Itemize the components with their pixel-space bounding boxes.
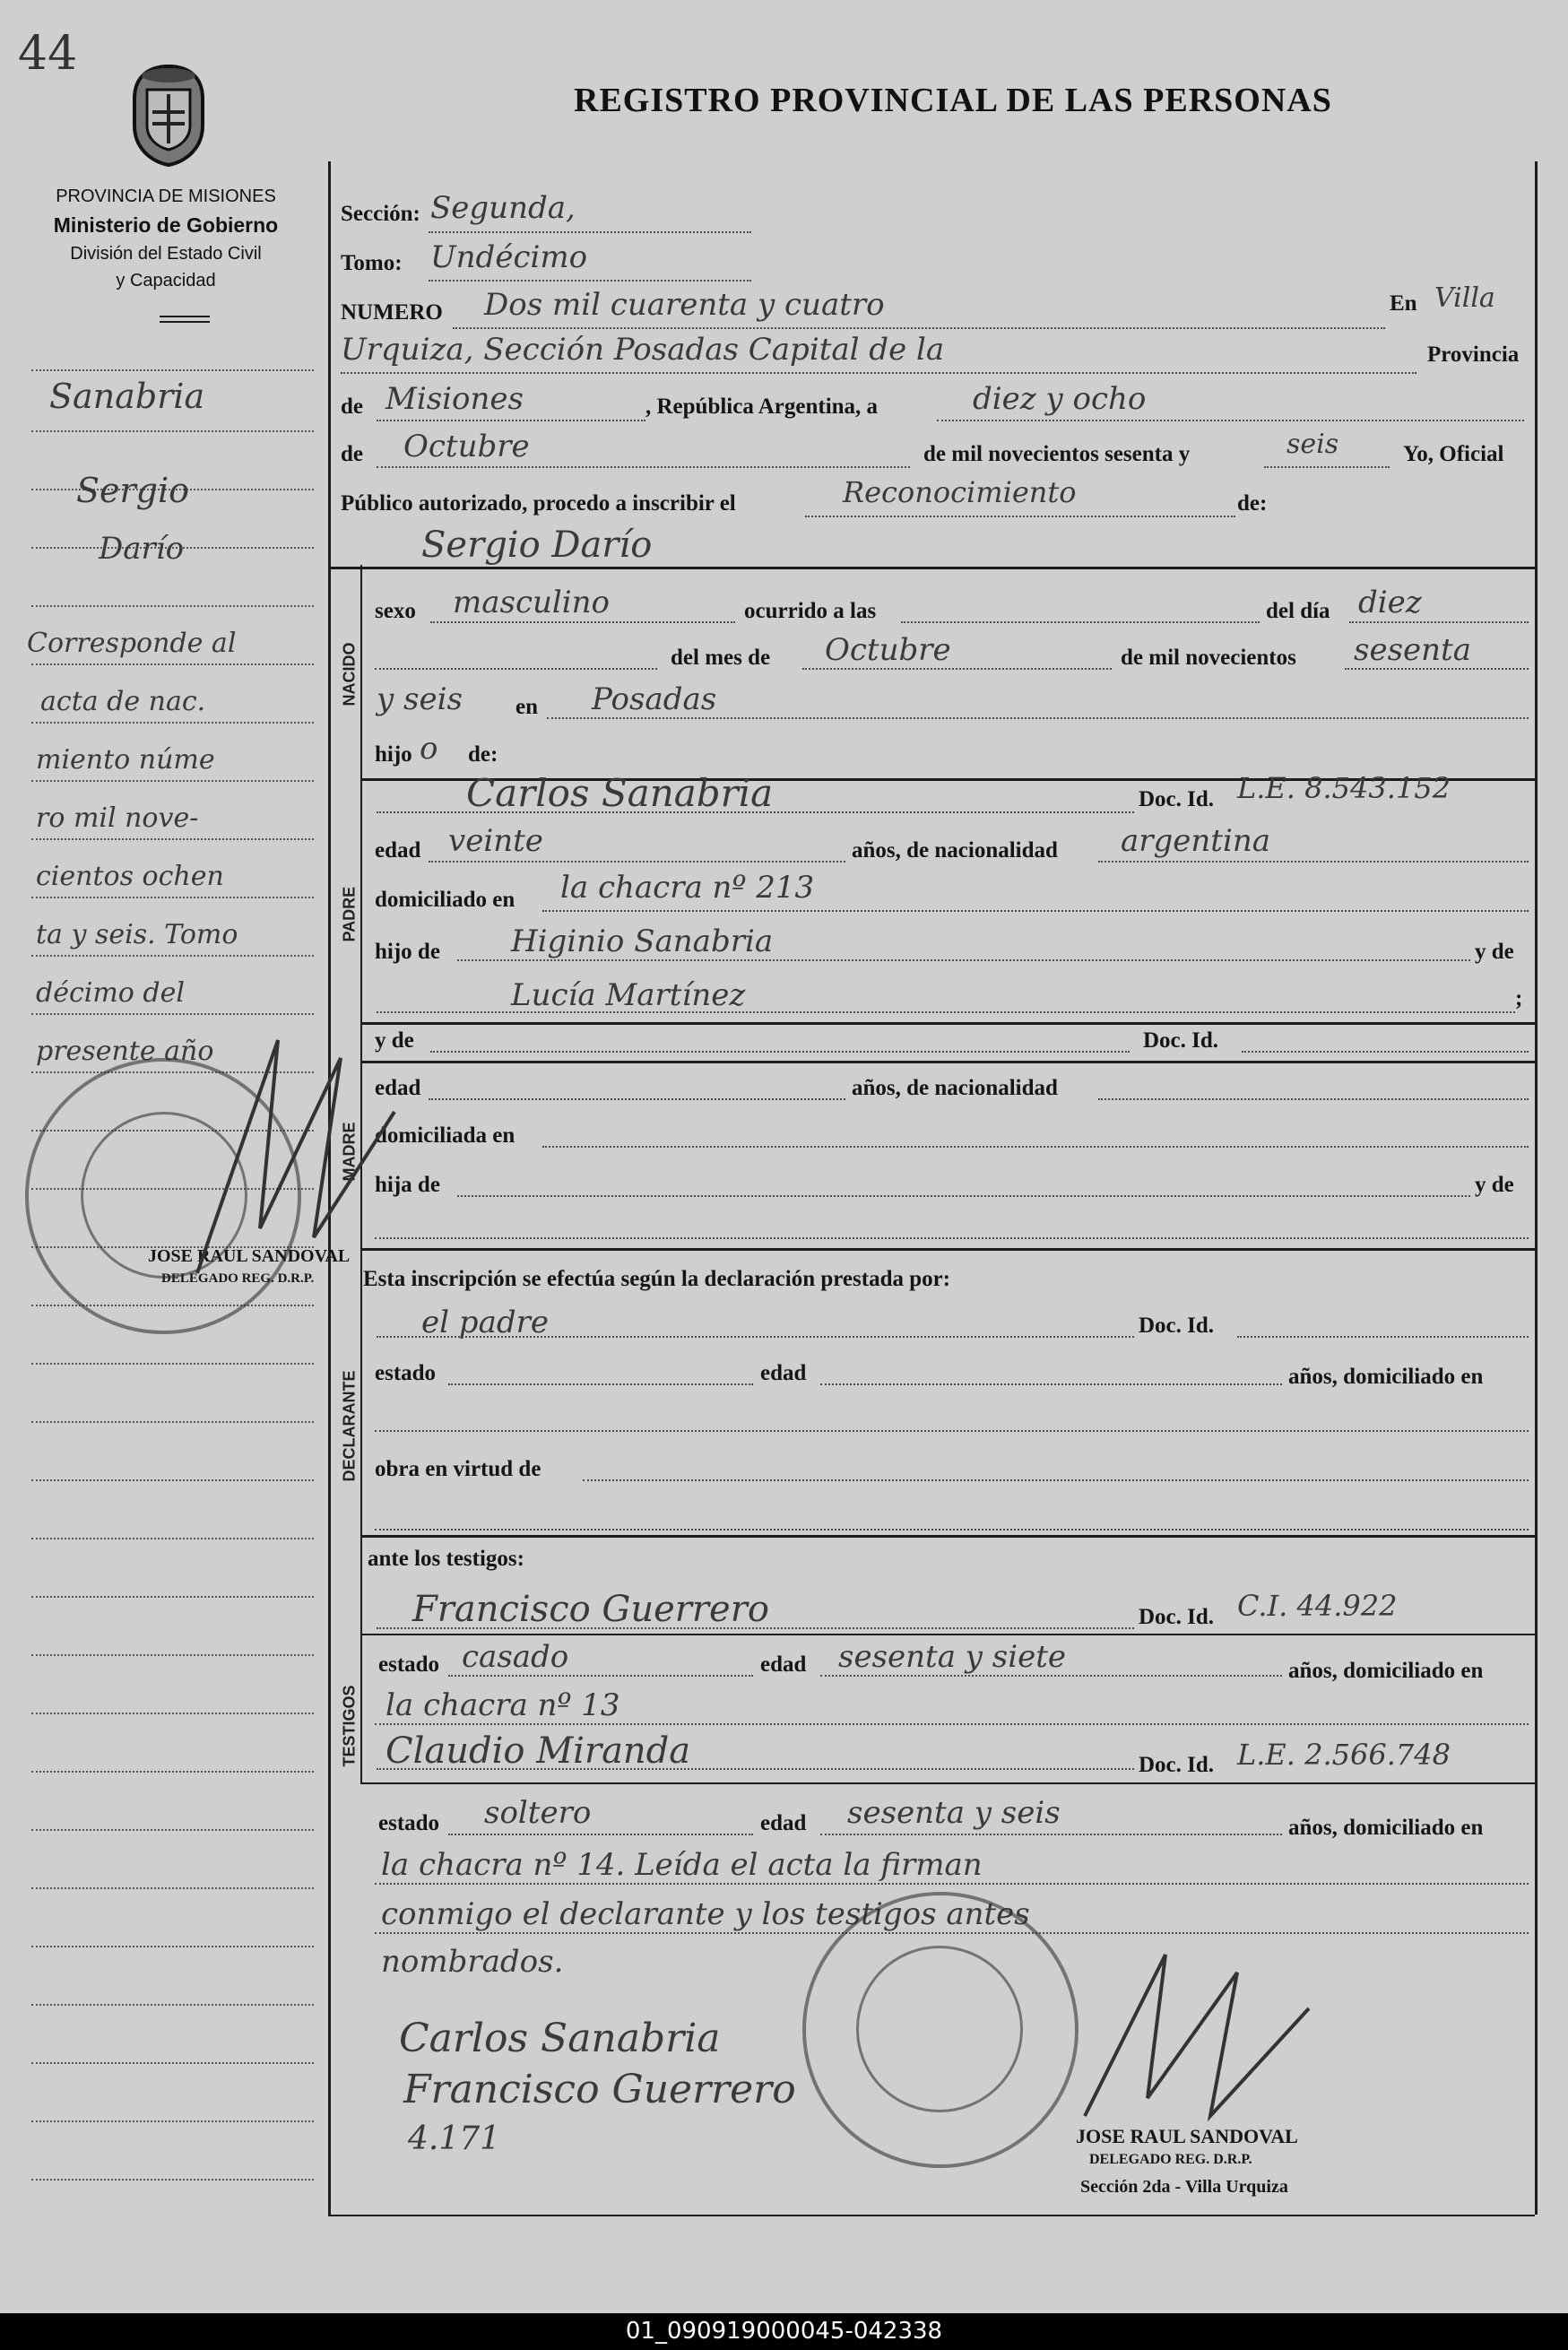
margin-note: Darío <box>99 531 185 567</box>
field-line <box>377 1627 1134 1629</box>
margin-line <box>31 369 314 371</box>
label-edad-testigo2: edad <box>760 1811 807 1835</box>
margin-line <box>31 2062 314 2064</box>
label-numero: NUMERO <box>341 300 443 325</box>
value-padre-madre: Lucía Martínez <box>511 977 746 1013</box>
margin-line <box>31 1596 314 1598</box>
value-de-mil: sesenta <box>1354 632 1471 668</box>
signature-testigo1: Francisco Guerrero <box>403 2067 796 2112</box>
field-line <box>1349 621 1529 623</box>
value-tomo: Undécimo <box>430 239 588 275</box>
value-padre-doc: L.E. 8.543.152 <box>1237 771 1451 805</box>
field-line <box>429 280 751 282</box>
value-padre-nac: argentina <box>1121 823 1271 859</box>
value-mes: Octubre <box>403 429 530 464</box>
section-border <box>360 1583 362 1784</box>
label-domiciliado: domiciliado en <box>375 888 515 912</box>
label-ante: ante los testigos: <box>368 1547 524 1571</box>
margin-line <box>31 1887 314 1889</box>
label-y-de-padre: y de <box>1475 940 1514 964</box>
margin-line <box>31 605 314 607</box>
label-y-de-madre-2: y de <box>1475 1173 1514 1197</box>
field-line <box>375 668 657 670</box>
margin-line <box>31 2120 314 2122</box>
section-rule <box>360 1782 1535 1784</box>
field-line <box>377 1011 1515 1013</box>
value-padre: Carlos Sanabria <box>466 771 774 815</box>
label-estado-testigo2: estado <box>378 1811 440 1835</box>
field-line <box>820 1834 1282 1835</box>
value-testigo2-estado: soltero <box>484 1795 592 1831</box>
margin-line <box>31 1713 314 1714</box>
label-edad-testigo1: edad <box>760 1652 807 1677</box>
field-line <box>901 621 1260 623</box>
value-y-seis: y seis <box>377 681 463 717</box>
label-anos-dom-testigo2: años, domiciliado en <box>1288 1816 1484 1840</box>
value-acto: Reconocimiento <box>843 475 1077 509</box>
label-doc-testigo2: Doc. Id. <box>1139 1753 1215 1777</box>
field-line <box>547 717 1529 719</box>
margin-line <box>31 722 314 724</box>
coat-of-arms-icon <box>124 63 213 169</box>
label-edad-declarante: edad <box>760 1361 807 1385</box>
label-estado-declarante: estado <box>375 1361 437 1385</box>
field-line <box>542 1146 1529 1148</box>
side-label-madre: MADRE <box>340 1122 359 1182</box>
value-hijo: o <box>420 731 438 767</box>
label-del-dia: del día <box>1266 599 1330 623</box>
margin-line <box>31 1421 314 1423</box>
field-line <box>820 1675 1282 1677</box>
margin-line <box>31 1771 314 1773</box>
section-rule <box>360 1535 1535 1538</box>
label-ocurrido: ocurrido a las <box>744 599 877 623</box>
margin-line <box>31 430 314 432</box>
document-title: REGISTRO PROVINCIAL DE LAS PERSONAS <box>574 82 1332 119</box>
label-republica: , República Argentina, a <box>645 395 879 419</box>
label-de-3: de: <box>468 742 498 767</box>
margin-line <box>31 1479 314 1481</box>
field-line <box>341 372 1416 374</box>
value-testigo1-dom: la chacra nº 13 <box>386 1687 620 1723</box>
label-semicolon: ; <box>1515 986 1523 1010</box>
signature-declarante: Carlos Sanabria <box>399 2016 721 2061</box>
label-y-de-madre: y de <box>375 1028 414 1053</box>
margin-note: décimo del <box>36 977 185 1009</box>
field-line <box>1345 668 1529 670</box>
margin-line <box>31 838 314 840</box>
field-line <box>805 516 1235 517</box>
stamp-section: Sección 2da - Villa Urquiza <box>1080 2177 1288 2197</box>
value-numero: Dos mil cuarenta y cuatro <box>484 287 885 323</box>
closing-line-2: conmigo el declarante y los testigos antes <box>381 1896 1030 1932</box>
value-padre-dom: la chacra nº 213 <box>560 870 815 906</box>
stamp-title-left: DELEGADO REG. D.R.P. <box>161 1271 315 1286</box>
margin-note: Corresponde al <box>27 628 237 659</box>
field-line <box>457 959 1470 961</box>
field-line <box>375 1529 1529 1531</box>
margin-note: acta de nac. <box>40 686 206 717</box>
value-padre-hijo: Higinio Sanabria <box>511 924 774 959</box>
margin-line <box>31 1538 314 1539</box>
value-del-dia: diez <box>1358 585 1422 620</box>
field-line <box>453 327 1385 329</box>
label-estado-testigo1: estado <box>378 1652 440 1677</box>
margin-line <box>31 1946 314 1947</box>
value-lugar: Urquiza, Sección Posadas Capital de la <box>341 332 945 368</box>
field-line <box>429 861 845 863</box>
issuer-division-2: y Capacidad <box>116 271 216 290</box>
margin-line <box>31 663 314 665</box>
label-en: En <box>1390 291 1417 316</box>
label-doc-testigo1: Doc. Id. <box>1139 1605 1215 1629</box>
field-line <box>375 1237 1529 1239</box>
label-inscripcion: Esta inscripción se efectúa según la declaración prestada por: <box>363 1267 951 1291</box>
signature-scribble-icon <box>1058 1937 1327 2134</box>
label-anos-dom-declarante: años, domiciliado en <box>1288 1365 1484 1389</box>
margin-note: ro mil nove- <box>36 802 199 834</box>
label-anos-dom-testigo1: años, domiciliado en <box>1288 1659 1484 1683</box>
stamp-name: JOSE RAUL SANDOVAL <box>1076 2125 1298 2147</box>
value-testigo1: Francisco Guerrero <box>412 1589 769 1630</box>
section-rule <box>360 1634 1535 1635</box>
value-testigo1-edad: sesenta y siete <box>838 1639 1067 1675</box>
value-declarante: el padre <box>421 1305 549 1340</box>
page-number: 44 <box>18 27 78 81</box>
margin-line <box>31 897 314 898</box>
closing-line-1: la chacra nº 14. Leída el acta la firman <box>381 1847 983 1883</box>
label-provincia: Provincia <box>1427 343 1520 367</box>
label-de-2: de <box>341 442 363 466</box>
margin-note: Sergio <box>76 471 190 510</box>
value-seccion: Segunda, <box>430 190 576 226</box>
bottom-rule <box>328 2215 1535 2216</box>
field-line <box>430 1051 1130 1053</box>
label-seccion: Sección: <box>341 202 420 226</box>
value-del-mes: Octubre <box>825 632 951 668</box>
label-obra: obra en virtud de <box>375 1457 541 1481</box>
field-line <box>377 466 910 468</box>
side-label-testigos: TESTIGOS <box>340 1685 359 1767</box>
label-edad-padre: edad <box>375 838 421 863</box>
field-line <box>448 1383 753 1385</box>
side-label-padre: PADRE <box>340 886 359 942</box>
issuer-division: División del Estado Civil <box>70 244 262 264</box>
field-line <box>375 1883 1529 1885</box>
closing-line-3: nombrados. <box>381 1944 564 1980</box>
value-testigo2-doc: L.E. 2.566.748 <box>1237 1738 1451 1772</box>
field-line <box>377 1768 1134 1770</box>
side-label-declarante: DECLARANTE <box>340 1370 359 1482</box>
divider <box>160 316 210 317</box>
signature-scribble-icon <box>179 1004 412 1291</box>
label-anos-nac: años, de nacionalidad <box>852 838 1058 863</box>
field-line <box>429 231 751 233</box>
label-hija-de: hija de <box>375 1173 440 1197</box>
label-de-mil-2: de mil novecientos <box>1121 646 1296 670</box>
field-line <box>429 1098 845 1100</box>
margin-note: presente año <box>36 1036 214 1067</box>
issuer-province: PROVINCIA DE MISIONES <box>56 186 276 206</box>
margin-note: ta y seis. Tomo <box>36 919 238 950</box>
section-rule <box>360 1248 1535 1251</box>
stamp-name-left: JOSE RAUL SANDOVAL <box>148 1246 351 1266</box>
value-provincia: Misiones <box>386 381 524 417</box>
label-anos-nac-madre: años, de nacionalidad <box>852 1076 1058 1100</box>
label-doc-madre: Doc. Id. <box>1143 1028 1219 1053</box>
field-line <box>1098 1098 1529 1100</box>
label-doc-padre: Doc. Id. <box>1139 787 1215 811</box>
margin-line <box>31 780 314 782</box>
official-seal-inner-icon <box>856 1946 1023 2112</box>
field-line <box>448 1675 753 1677</box>
field-line <box>375 1430 1529 1432</box>
margin-line <box>31 1654 314 1656</box>
margin-line <box>31 2179 314 2181</box>
label-tomo: Tomo: <box>341 251 403 275</box>
value-lugar-nac: Posadas <box>592 681 717 717</box>
label-sexo: sexo <box>375 599 416 623</box>
label-publico: Público autorizado, procedo a inscribir el <box>341 491 736 516</box>
label-hijo: hijo <box>375 742 412 767</box>
field-line <box>430 621 735 623</box>
field-line <box>583 1479 1529 1481</box>
field-line <box>1237 1336 1529 1338</box>
field-line <box>1098 861 1529 863</box>
label-de-colon: de: <box>1237 491 1268 516</box>
value-testigo2-edad: sesenta y seis <box>847 1795 1061 1831</box>
label-doc-declarante: Doc. Id. <box>1139 1314 1215 1338</box>
field-line <box>457 1195 1470 1197</box>
value-dia: diez y ocho <box>973 381 1147 417</box>
label-de-mil: de mil novecientos sesenta y <box>923 442 1191 466</box>
margin-line <box>31 955 314 957</box>
label-en-2: en <box>515 695 538 719</box>
margin-note: miento núme <box>36 744 215 776</box>
main-border-right <box>1535 161 1538 2215</box>
field-line <box>542 910 1529 912</box>
signature-testigo2: 4.171 <box>408 2120 501 2157</box>
value-testigo2: Claudio Miranda <box>386 1730 691 1772</box>
value-testigo1-estado: casado <box>462 1639 569 1675</box>
side-label-nacido: NACIDO <box>340 642 359 707</box>
value-sexo: masculino <box>453 585 611 620</box>
section-rule <box>360 1061 1535 1063</box>
field-line <box>375 1723 1529 1725</box>
field-line <box>377 1336 1134 1338</box>
field-line <box>802 668 1112 670</box>
value-anio: seis <box>1286 429 1339 460</box>
margin-line <box>31 2004 314 2006</box>
margin-note: Sanabria <box>49 377 205 416</box>
field-line <box>377 420 645 421</box>
margin-line <box>31 1829 314 1831</box>
stamp-title: DELEGADO REG. D.R.P. <box>1089 2152 1252 2167</box>
value-testigo1-doc: C.I. 44.922 <box>1237 1589 1398 1623</box>
divider <box>160 321 210 323</box>
field-line <box>1242 1051 1529 1053</box>
section-rule <box>328 567 1535 569</box>
label-domiciliada: domiciliada en <box>375 1123 515 1148</box>
field-line <box>377 811 1134 813</box>
field-line <box>448 1834 753 1835</box>
footer-id: 01_090919000045-042338 <box>0 2313 1568 2350</box>
label-de: de <box>341 395 363 419</box>
value-en: Villa <box>1434 282 1495 314</box>
issuer-ministry: Ministerio de Gobierno <box>53 213 279 237</box>
value-padre-edad: veinte <box>448 823 543 859</box>
field-line <box>937 420 1524 421</box>
label-yo-oficial: Yo, Oficial <box>1403 442 1504 466</box>
label-edad-madre: edad <box>375 1076 421 1100</box>
margin-note: cientos ochen <box>36 861 224 892</box>
field-line <box>820 1383 1282 1385</box>
label-del-mes: del mes de <box>671 646 771 670</box>
field-line <box>1264 466 1390 468</box>
label-hijo-de-padre: hijo de <box>375 940 440 964</box>
value-nombre: Sergio Darío <box>421 525 653 566</box>
margin-line <box>31 1363 314 1365</box>
section-rule <box>360 1022 1535 1025</box>
